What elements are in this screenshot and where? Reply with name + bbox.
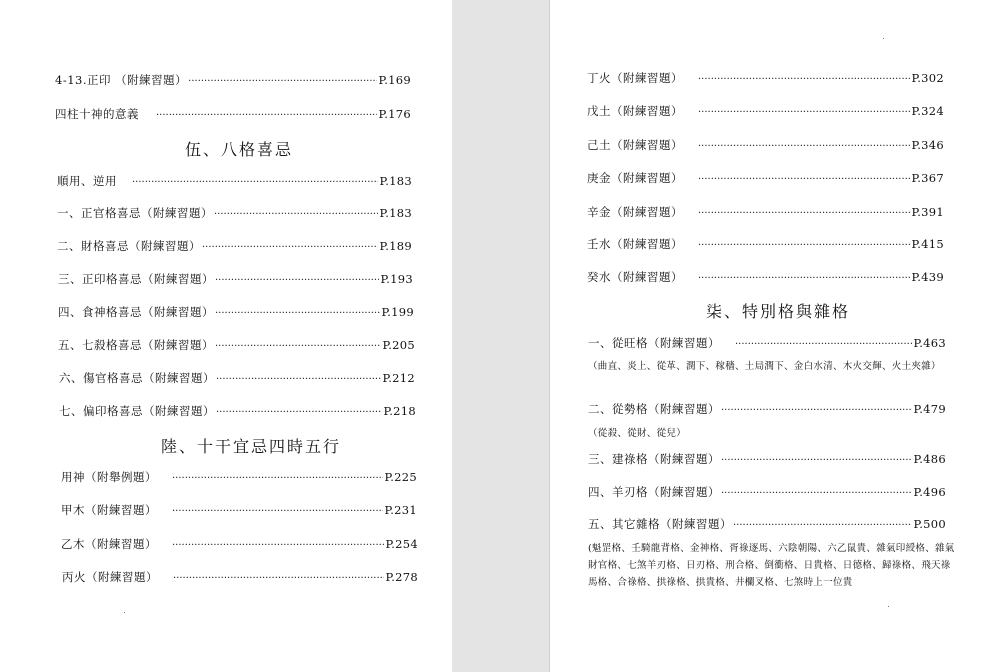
leader-dots <box>698 74 910 85</box>
toc-entry-label: 三、正印格喜忌（附練習題） <box>58 272 214 286</box>
toc-entry <box>587 137 944 153</box>
toc-entry-page: P.346 <box>911 138 944 152</box>
toc-entry-label: 壬水（附練習題） <box>587 237 683 251</box>
toc-entry <box>59 403 416 419</box>
toc-entry-page: P.183 <box>379 174 412 188</box>
toc-entry-label: 丙火（附練習題） <box>62 570 158 584</box>
toc-entry-label: 四、羊刃格（附練習題） <box>588 485 720 499</box>
toc-entry-page: P.486 <box>913 452 946 466</box>
leader-dots <box>698 208 910 219</box>
toc-entry <box>58 271 413 287</box>
toc-entry-page: P.218 <box>383 404 416 418</box>
toc-entry-page: P.212 <box>382 371 415 385</box>
toc-entry-label: 辛金（附練習題） <box>587 205 683 219</box>
toc-entry-label: 五、其它雜格（附練習題） <box>588 517 732 531</box>
toc-entry <box>55 106 411 122</box>
leader-dots <box>721 488 912 499</box>
toc-entry-page: P.193 <box>380 272 413 286</box>
toc-entry-label: 五、七殺格喜忌（附練習題） <box>58 338 214 352</box>
toc-entry <box>588 335 946 351</box>
section-heading: 陸、十干宜忌四時五行 <box>161 437 342 456</box>
toc-entry <box>58 337 415 353</box>
toc-entry-page: P.199 <box>381 305 414 319</box>
toc-entry-page: P.496 <box>913 485 946 499</box>
scan-speck <box>883 38 884 39</box>
leader-dots <box>188 76 377 87</box>
toc-entry-page: P.189 <box>379 239 412 253</box>
leader-dots <box>735 339 912 350</box>
right-page <box>549 0 1006 672</box>
leader-dots <box>698 174 910 185</box>
leader-dots <box>698 141 910 152</box>
toc-entry <box>587 269 944 285</box>
toc-entry-page: P.463 <box>913 336 946 350</box>
toc-entry-note: (魁罡格、壬騎龍背格、金神格、胥祿逐馬、六陰朝陽、六乙鼠貴、雜氣印綬格、雜氣財官格、七煞羊刃格、日刃格、刑合格、倒衝格、日貴格、日德格、歸祿格、飛天祿馬格、合祿格、拱祿格、拱貴格、井欄叉格、七煞時上一位貴 <box>588 543 955 588</box>
toc-entry-page: P.231 <box>384 503 417 517</box>
toc-entry-label: 二、從勢格（附練習題） <box>588 402 720 416</box>
leader-dots <box>698 107 910 118</box>
toc-entry-label: 用神（附舉例題） <box>61 470 157 484</box>
toc-entry-label: 七、偏印格喜忌（附練習題） <box>59 404 215 418</box>
toc-entry-label: 戊土（附練習題） <box>587 104 683 118</box>
leader-dots <box>132 177 378 188</box>
section-heading: 伍、八格喜忌 <box>185 140 294 159</box>
toc-entry <box>587 204 944 220</box>
leader-dots <box>156 110 377 121</box>
toc-entry <box>59 370 415 386</box>
toc-entry-note: （曲直、炎上、從革、潤下、稼穡、土局潤下、金白水清、木火交輝、火土夾雜） <box>588 361 941 372</box>
toc-entry-label: 二、財格喜忌（附練習題） <box>57 239 201 253</box>
leader-dots <box>173 573 384 584</box>
toc-entry-label: 己土（附練習題） <box>587 138 683 152</box>
scan-speck <box>888 606 889 607</box>
toc-entry-page: P.367 <box>911 171 944 185</box>
toc-entry-label: 順用、逆用 <box>57 174 117 188</box>
toc-entry-label: 丁火（附練習題） <box>587 71 683 85</box>
toc-entry-label: 三、建祿格（附練習題） <box>588 452 720 466</box>
toc-entry-page: P.225 <box>384 470 417 484</box>
toc-entry <box>588 451 946 467</box>
toc-entry <box>587 236 944 252</box>
toc-entry <box>57 173 412 189</box>
toc-entry-page: P.205 <box>382 338 415 352</box>
leader-dots <box>733 520 912 531</box>
toc-entry <box>588 401 946 417</box>
scan-speck <box>124 612 125 613</box>
toc-entry <box>62 569 418 585</box>
toc-entry-label: 4-13.正印 （附練習題） <box>55 73 188 87</box>
toc-entry-label: 一、正官格喜忌（附練習題） <box>57 206 213 220</box>
toc-entry <box>58 304 414 320</box>
toc-entry-label: 甲木（附練習題） <box>61 503 157 517</box>
toc-entry-page: P.254 <box>385 537 418 551</box>
leader-dots <box>721 405 912 416</box>
toc-entry-label: 癸水（附練習題） <box>587 270 683 284</box>
toc-entry <box>57 205 412 221</box>
leader-dots <box>172 540 384 551</box>
toc-entry-page: P.302 <box>911 71 944 85</box>
toc-entry-note: （從殺、從財、從兒） <box>588 428 687 439</box>
toc-entry-page: P.415 <box>911 237 944 251</box>
toc-entry <box>588 516 946 532</box>
toc-entry-page: P.176 <box>378 107 411 121</box>
toc-entry-label: 六、傷官格喜忌（附練習題） <box>59 371 215 385</box>
toc-entry <box>61 469 417 485</box>
leader-dots <box>216 374 381 385</box>
section-heading: 柒、特別格與雜格 <box>706 302 851 321</box>
toc-entry-label: 四柱十神的意義 <box>55 107 139 121</box>
leader-dots <box>215 341 381 352</box>
toc-entry-page: P.183 <box>379 206 412 220</box>
page-gutter <box>452 0 549 672</box>
leader-dots <box>202 242 378 253</box>
toc-entry-label: 乙木（附練習題） <box>61 537 157 551</box>
leader-dots <box>698 240 910 251</box>
left-page <box>0 0 452 672</box>
leader-dots <box>214 209 378 220</box>
toc-entry <box>55 72 411 88</box>
toc-entry-page: P.324 <box>911 104 944 118</box>
toc-entry-page: P.391 <box>911 205 944 219</box>
toc-entry <box>61 536 418 552</box>
toc-entry-page: P.479 <box>913 402 946 416</box>
toc-entry <box>587 70 944 86</box>
toc-entry-page: P.278 <box>385 570 418 584</box>
toc-entry <box>587 170 944 186</box>
toc-entry <box>587 103 944 119</box>
leader-dots <box>172 506 383 517</box>
leader-dots <box>172 473 383 484</box>
toc-entry-page: P.500 <box>913 517 946 531</box>
toc-entry-page: P.169 <box>378 73 411 87</box>
leader-dots <box>215 308 380 319</box>
toc-entry <box>57 238 412 254</box>
toc-entry-label: 四、食神格喜忌（附練習題） <box>58 305 214 319</box>
leader-dots <box>216 407 382 418</box>
leader-dots <box>721 455 912 466</box>
leader-dots <box>215 275 379 286</box>
toc-entry <box>61 502 417 518</box>
toc-entry <box>588 484 946 500</box>
toc-entry-page: P.439 <box>911 270 944 284</box>
leader-dots <box>698 273 910 284</box>
toc-entry-label: 庚金（附練習題） <box>587 171 683 185</box>
toc-entry-label: 一、從旺格（附練習題） <box>588 336 720 350</box>
